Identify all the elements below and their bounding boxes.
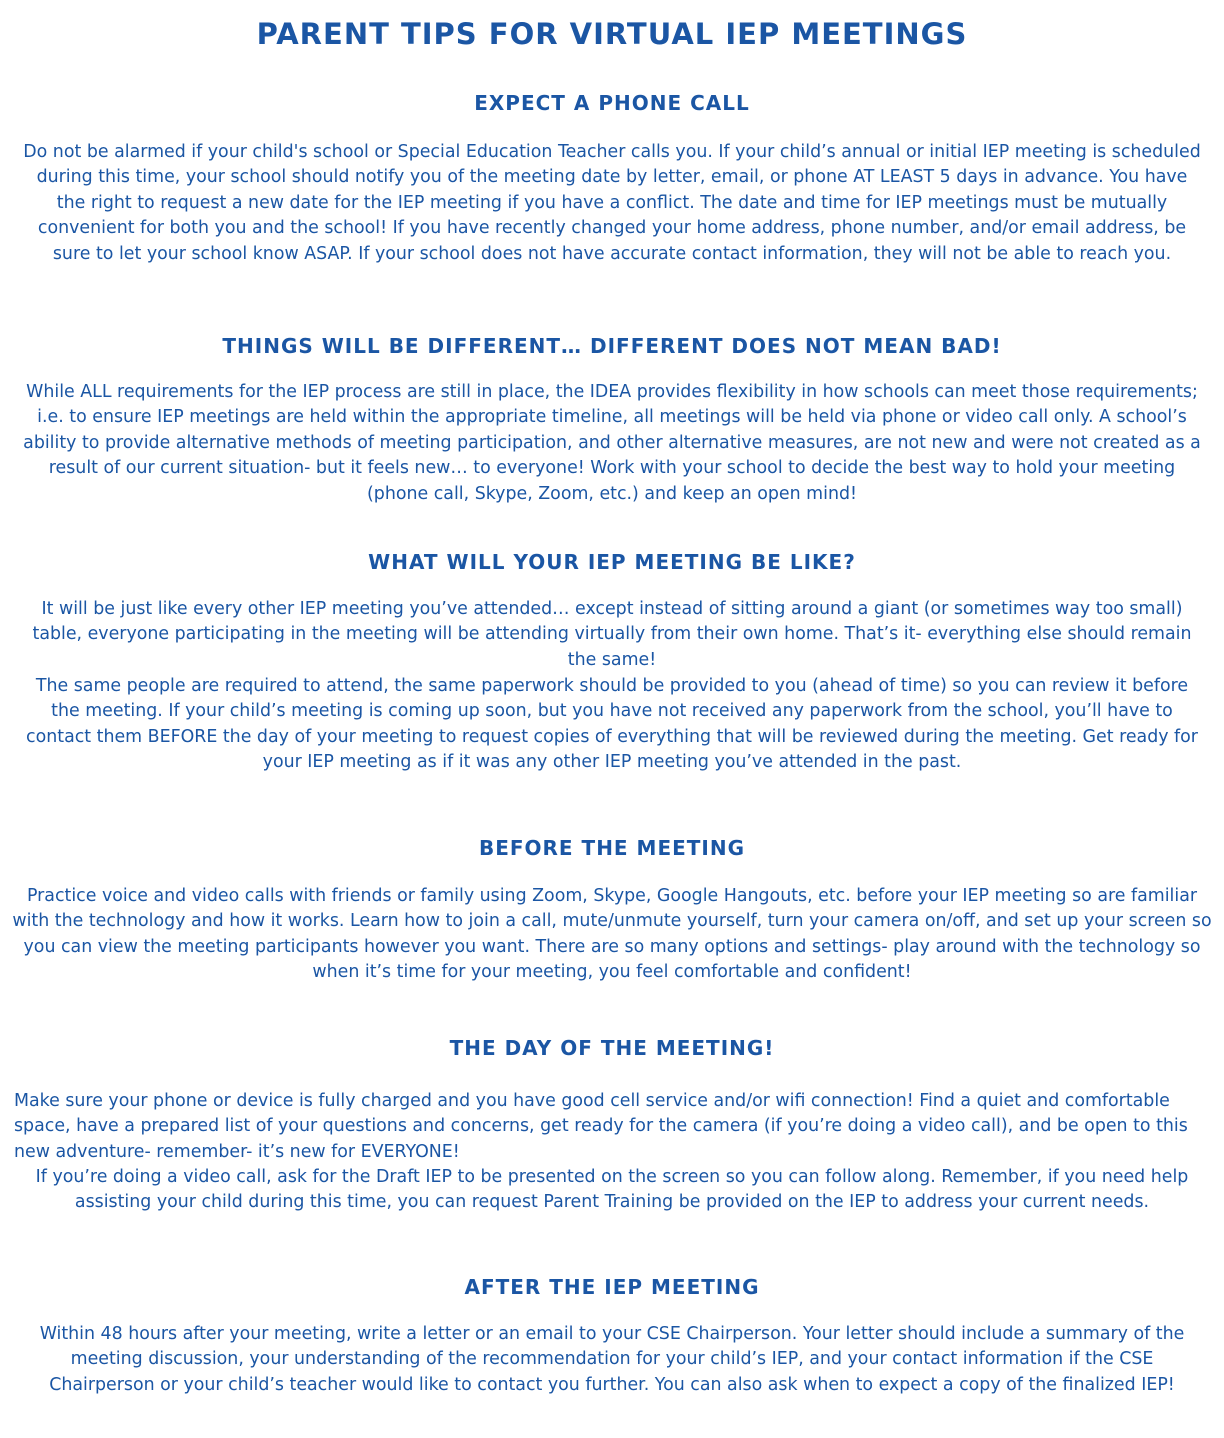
section-heading-before-the-meeting: BEFORE THE MEETING (478, 836, 746, 860)
section-heading-things-will-be-different: THINGS WILL BE DIFFERENT… DIFFERENT DOES NOT MEAN BAD! (222, 334, 1002, 358)
section-paragraph-before-the-meeting: Practice voice and video calls with friends or family using Zoom, Skype, Google Hangouts, etc. before your IEP meeting so are familiar with the technology and how it works. Learn how to join a call, mute/unmute yourself, turn your camera on/off, and set up your screen so you can view the meeting participants however you want. There are so many options and settings- play around with the technology so when it’s time for your meeting, you feel comfortable and confident! (12, 886, 1212, 983)
section-paragraph-day-of-meeting-1: Make sure your phone or device is fully charged and you have good cell service and/or wifi connection! Find a quiet and comfortable space, have a prepared list of your questions and concerns, get ready for the camera (if you’re doing a video call), and be open to this new adventure- remember- it’s new for EVERYONE! (14, 1091, 1188, 1162)
section-heading-expect-a-phone-call: EXPECT A PHONE CALL (474, 91, 750, 115)
section-heading-after-the-iep-meeting: AFTER THE IEP MEETING (464, 1275, 760, 1299)
section-paragraph-after-the-iep-meeting: Within 48 hours after your meeting, write a letter or an email to your CSE Chairperson. Your letter should include a summary of the meeting discussion, your understanding of the recommendation for your child’s IEP, and your contact information if the CSE Chairperson or your child’s teacher would like to contact you further. You can also ask when to expect a copy of the finalized IEP! (39, 1324, 1185, 1395)
section-heading-what-will-your-iep-meeting-be-like: WHAT WILL YOUR IEP MEETING BE LIKE? (368, 550, 856, 574)
section-paragraph-things-will-be-different: While ALL requirements for the IEP process are still in place, the IDEA provides flexibility in how schools can meet those requirements; i.e. to ensure IEP meetings are held within the appropriate timeline, all meetings will be held via phone or video call only. A school’s ability to provide alternative methods of meeting participation, and other alternative measures, are not new and were not created as a result of our current situation- but it feels new… to everyone! Work with your school to decide the best way to hold your meeting (phone call, Skype, Zoom, etc.) and keep an open mind! (23, 382, 1201, 504)
section-heading-the-day-of-the-meeting: THE DAY OF THE MEETING! (449, 1036, 775, 1060)
section-paragraph-day-of-meeting-2: If you’re doing a video call, ask for the Draft IEP to be presented on the screen so you can follow along. Remember, if you need help assisting your child during this time, you can request Parent Training be provided on the IEP to address your current needs. (35, 1167, 1189, 1213)
section-paragraph-what-will-be-like-1: It will be just like every other IEP meeting you’ve attended… except instead of sitting around a giant (or sometimes way too small) table, everyone participating in the meeting will be attending virtually from their own home. That’s it- everything else should remain the same! (32, 599, 1192, 670)
page-title: PARENT TIPS FOR VIRTUAL IEP MEETINGS (256, 17, 968, 51)
section-paragraph-expect-a-phone-call: Do not be alarmed if your child's school or Special Education Teacher calls you. If your child’s annual or initial IEP meeting is scheduled during this time, your school should notify you of the meeting date by letter, email, or phone AT LEAST 5 days in advance. You have the right to request a new date for the IEP meeting if you have a conflict. The date and time for IEP meetings must be mutually convenient for both you and the school! If you have recently changed your home address, phone number, and/or email address, be sure to let your school know ASAP. If your school does not have accurate contact information, they will not be able to reach you. (23, 142, 1201, 264)
section-paragraph-what-will-be-like-2: The same people are required to attend, the same paperwork should be provided to you (ahead of time) so you can review it before the meeting. If your child’s meeting is coming up soon, but you have not received any paperwork from the school, you’ll have to contact them BEFORE the day of your meeting to request copies of everything that will be reviewed during the meeting. Get ready for your IEP meeting as if it was any other IEP meeting you’ve attended in the past. (26, 676, 1198, 773)
